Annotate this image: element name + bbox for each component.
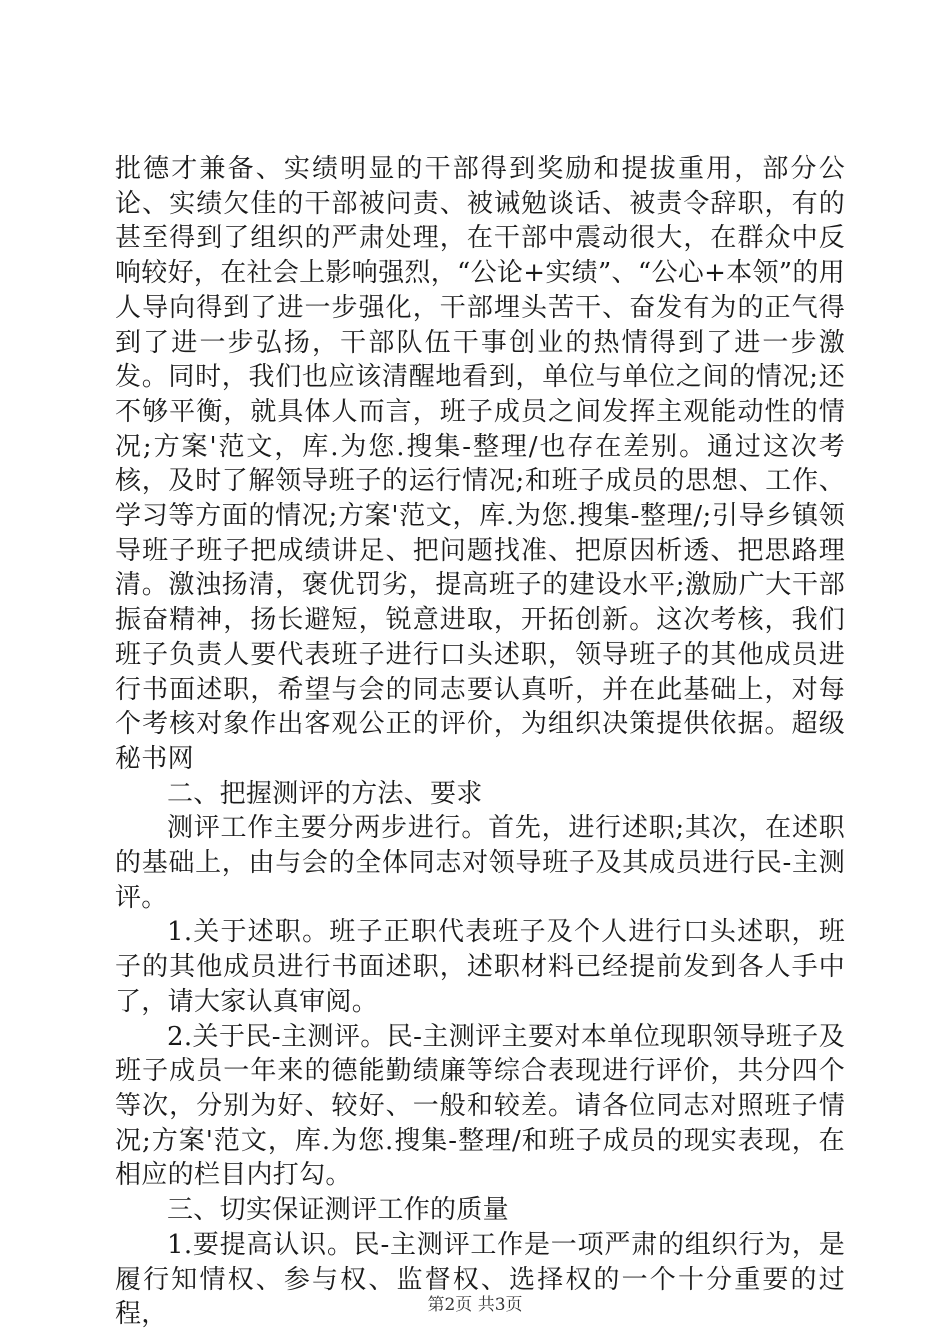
paragraph-2: 测评工作主要分两步进行。首先，进行述职;其次，在述职的基础上，由与会的全体同志对领导班子及其成员进行民-主测评。 bbox=[115, 813, 845, 913]
section-heading-2: 二、把握测评的方法、要求 bbox=[167, 778, 483, 809]
paragraph-4: 2.关于民-主测评。民-主测评主要对本单位现职领导班子及班子成员一年来的德能勤绩廉等综合表现进行评价，共分四个等次，分别为好、较好、一般和较差。请各位同志对照班子情况;方案'范文，库.为您.搜集-整理/和班子成员的现实表现，在相应的栏目内打勾。 bbox=[115, 1021, 845, 1191]
paragraph-1: 批德才兼备、实绩明显的干部得到奖励和提拔重用，部分公论、实绩欠佳的干部被问责、被诫勉谈话、被责令辞职，有的甚至得到了组织的严肃处理，在干部中震动很大，在群众中反响较好，在社会上影响强烈，“公论+实绩”、“公心+本领”的用人导向得到了进一步强化，干部埋头苦干、奋发有为的正气得到了进一步弘扬，干部队伍干事创业的热情得到了进一步激发。同时，我们也应该清醒地看到，单位与单位之间的情况;还不够平衡，就具体人而言，班子成员之间发挥主观能动性的情况;方案'范文，库.为您.搜集-整理/也存在差别。通过这次考核，及时了解领导班子的运行情况;和班子成员的思想、工作、学习等方面的情况;方案'范文，库.为您.搜集-整理/;引导乡镇领导班子班子把成绩讲足、把问题找准、把原因析透、把思路理清。激浊扬清，褒优罚劣，提高班子的建设水平;激励广大干部振奋精神，扬长避短，锐意进取，开拓创新。这次考核，我们班子负责人要代表班子进行口头述职，领导班子的其他成员进行书面述职，希望与会的同志要认真听，并在此基础上，对每个考核对象作出客观公正的评价，为组织决策提供依据。超级秘书网 bbox=[115, 154, 845, 774]
paragraph-3: 1.关于述职。班子正职代表班子及个人进行口头述职，班子的其他成员进行书面述职，述职材料已经提前发到各人手中了，请大家认真审阅。 bbox=[115, 917, 845, 1017]
document-body bbox=[115, 152, 845, 1332]
paragraph-5: 1.要提高认识。民-主测评工作是一项严肃的组织行为，是履行知情权、参与权、监督权、选择权的一个十分重要的过程， bbox=[115, 1229, 845, 1330]
page-number-footer: 第2页 共3页 bbox=[427, 1295, 523, 1315]
section-heading-3: 三、切实保证测评工作的质量 bbox=[167, 1195, 509, 1226]
